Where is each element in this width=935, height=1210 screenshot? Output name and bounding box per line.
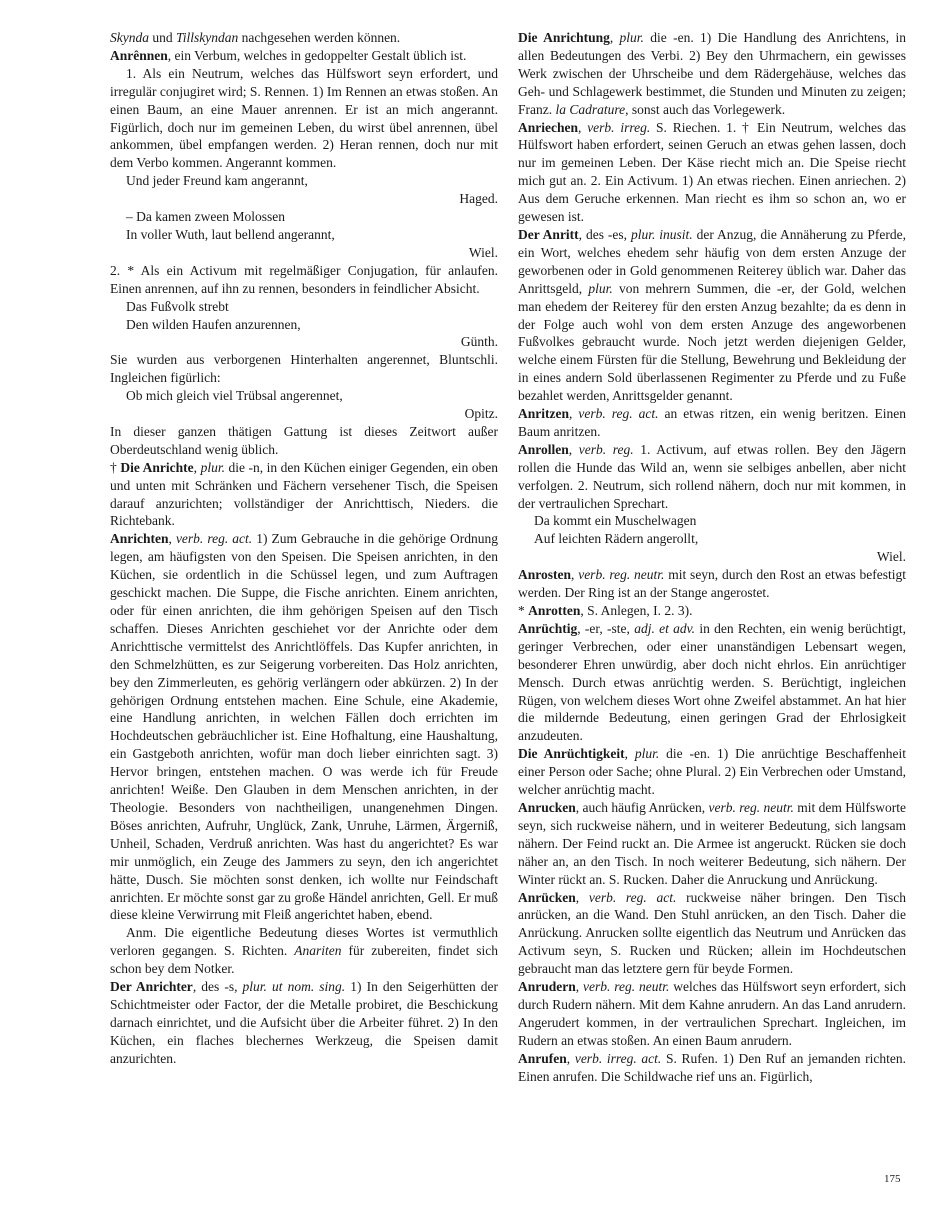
headword: Die Anrüchtigkeit [518,746,625,762]
entry-text: In voller Wuth, laut bellend angerannt, [126,226,335,242]
entry-text: , [571,567,579,583]
grammar-note: verb. reg. act. [175,531,253,547]
entry-paragraph [518,602,906,620]
entry-text: Und jeder Freund kam angerannt, [126,173,308,189]
headword: Anrosten [518,567,572,583]
entry-text: Da kommt ein Muschelwagen [534,513,697,529]
headword: Anrüchtig [518,620,578,636]
entry-paragraph [518,226,906,405]
entry-text: Ob mich gleich viel Trübsal angerennet, [126,388,343,404]
grammar-note: verb. irreg. [587,119,651,135]
entry-text: , [575,889,589,905]
entry-text: 2. * Als ein Activum mit regelmäßiger Conjugation, für anlaufen. Einen anrennen, auf ihn zu rennen, besonders in feindlicher Absicht. [110,262,498,296]
entry-text: Sie wurden aus verborgenen Hinterhalten angerennet, Bluntschli. Ingleichen figürlich: [110,352,498,386]
entry-text: – Da kamen zween Molossen [126,209,285,225]
entry-paragraph [110,29,498,47]
entry-paragraph [518,405,906,441]
entry-text: Opitz. [464,406,498,422]
headword: Anrufen [518,1050,567,1066]
entry-text: Auf leichten Rädern angerollt, [534,531,699,547]
entry-text: an etwas ritzen, ein wenig beritzen. Einen Baum anritzen. [518,406,906,439]
grammar-note: plur. inusit. [630,226,693,242]
entry-paragraph [110,459,498,531]
right-column [518,29,906,1085]
entry-text: , [578,119,588,135]
headword: Anrudern [518,979,576,995]
headword: Anrucken [518,799,576,815]
entry-paragraph [518,745,906,799]
entry-text: die -n, in den Küchen einiger Gegenden, ein oben und unten mit Schränken und Fächern versehener Tisch, die Speisen darauf anzurichten; vollständiger der Anrichttisch, Nieders. die Richtebank. [110,459,498,529]
entry-text: 1) In den Seigerhütten der Schichtmeister oder Factor, der die Metalle probiret, die Beschickung darnach einrichtet, und die Aufsicht über die Arbeiter führet. 2) In den Küchen, ein flaches blechernes Werkzeug, die Speisen damit anzurichten. [110,979,499,1066]
grammar-note: verb. reg. neutr. [583,979,670,995]
verse-line [518,512,906,530]
verse-attribution [110,244,498,262]
verse-attribution [110,190,498,208]
grammar-note: verb. reg. act. [578,406,659,422]
headword: Der Anritt [518,226,579,242]
verse-line [110,316,498,334]
grammar-note: adj. et adv. [634,620,696,636]
entry-text: S. Rufen. 1) Den Ruf an jemanden richten. Einen anrufen. Die Schildwache rief uns an. Figürlich, [518,1050,907,1084]
entry-text: , [569,406,579,422]
entry-paragraph [518,29,906,119]
entry-text: und [148,30,176,45]
entry-text: 1) Zum Gebrauche in die gehörige Ordnung legen, am häufigsten von den Speisen. Die Speisen anrichten, in den Küchen, sie ordentlich in die Schüssel legen, und zum Auftragen geschickt machen. Die Suppe, die Fische anrichten. Einem anrichten, oder für einen anrichten, die ihm gehörigen Speisen auf den Tisch schaffen. Dieses Anrichten geschiehet vor der Anrichte oder dem Anrichttische vermittelst des Anrichtlöffels. Das Kupfer anrichten, in den Schmelzhütten, es zur Seigerung vorbereiten. Das Holz anrichten, bey den Zimmerleuten, es gehörig verlängern oder abkürzen. 2) In der gehörigen Ordnung entstehen machen. Eine Schule, eine Akademie, eine Handlung anrichten, in welchen Fällen doch errichten im Hochdeutschen gebräuchlicher ist. Eine Hofhaltung, eine Haushaltung, ein Gastgeboth anrichten, wofür man doch lieber einrichten sagt. 3) Hervor bringen, entstehen machen. O was werde ich für Freude anrichten! Weiße. Den Glauben in dem Menschen anrichten, in der Theologie. Besonders von nachtheiligen, unangenehmen Dingen. Böses anrichten, Aufruhr, Unglück, Zank, Unruhe, Lärmen, Ärgerniß, Unheil, Schaden, Verdruß anrichten. Was hast du angerichtet? Es war mir unmöglich, ein Zeuge des Jammers zu seyn, den ich angerichtet hätte, Dusch. Sie möchten sonst denken, ich wollte nur Feindschaft anrichten. Er möchte sonst gar zu große Händel anrichten, Gell. Er muß diese kleine Verwirrung mit Fleiß angerichtet haben, ebend. [110,531,498,923]
verse-line [518,530,906,548]
grammar-note: plur. [200,459,225,475]
entry-text: , ein Verbum, welches in gedoppelter Gestalt üblich ist. [167,47,467,63]
entry-paragraph [110,47,498,65]
entry-text: , [168,531,176,547]
entry-paragraph [518,441,906,513]
entry-text: , [624,746,635,762]
entry-text: , [609,30,620,45]
verse-line [110,208,498,226]
headword: Anriechen [518,119,578,135]
grammar-note: Anariten [294,943,342,959]
entry-text: Wiel. [468,244,498,260]
verse-line [110,387,498,405]
verse-line [110,172,498,190]
verse-attribution [110,333,498,351]
grammar-note: verb. reg. act. [588,889,677,905]
entry-text: nachgesehen werden können. [238,30,401,45]
entry-text: der Anzug, die Annäherung zu Pferde, ein Wort, welches ehedem sehr häufig von dem ersten Anzuge der geworbenen oder in Gold genommenen Reiterey üblich war. Daher das Anrittsgeld, [518,226,906,296]
entry-paragraph [518,978,906,1050]
entry-text: Das Fußvolk strebt [126,298,229,314]
entry-paragraph [518,1050,906,1086]
grammar-note: Tillskyndan [175,30,239,45]
entry-paragraph [110,351,498,387]
headword: Anrollen [518,441,569,457]
headword: Anrücken [518,889,576,905]
entry-text: Den wilden Haufen anzurennen, [126,316,301,332]
entry-text: , auch häufig Anrücken, [575,799,709,815]
entry-text: Günth. [460,334,498,350]
headword: Die Anrichtung [518,30,610,45]
entry-paragraph [518,566,906,602]
entry-paragraph [518,889,906,979]
entry-text: Wiel. [876,549,906,565]
entry-text: Haged. [459,191,498,207]
entry-text: von mehrern Summen, die -er, der Gold, welchen man ehedem der Reiterey für den ersten Anzug bezahlte; da es denn in der Folge auch wohl von dem ersten Anzuge des angeworbenen Fußvolkes gebraucht wurde. Noch jetzt werden diejenigen Gelder, welche einem Fürsten für die Stellung, Bewehrung und Bekleidung der in eines andern Sold überlassenen Regimenter zu Pferde und zu Fuße bezahlet werden, Anrittsgelder genannt. [518,280,906,404]
verse-attribution [110,405,498,423]
entry-text: 1. Activum, auf etwas rollen. Bey den Jägern rollen die Hunde das Wild an, wenn sie selbiges anbellen, aber nicht verfolgen. 2. Neutrum, sich rollend nähern, doch nur mit kommen, in der vertraulichen Sprechart. [518,441,907,511]
page-number: 175 [884,1173,901,1185]
entry-paragraph [110,262,498,298]
entry-text: mit seyn, durch den Rost an etwas befestigt werden. Der Ring ist an der Stange angerostet. [518,567,907,601]
entry-text: S. Riechen. 1. † Ein Neutrum, welches das Hülfswort haben erfordert, seinen Geruch an etwas gehen lassen, doch nur im gemeinen Leben. Der Käse riecht mich an. Die Speise riecht mich gut an. 2. Ein Activum. 1) An etwas riechen. Einen anriechen. 2) Aus dem Geruche erkennen. Man riecht es ihm so schon an, wo er gewesen ist. [518,119,907,225]
entry-paragraph-indented [110,924,498,978]
entry-paragraph [110,978,498,1068]
grammar-note: verb. irreg. act. [574,1050,662,1066]
entry-text: 1. Als ein Neutrum, welches das Hülfswort seyn erfordert, und irregulär conjugiret wird; S. Rennen. 1) Im Rennen an etwas stoßen. An einen Baum, an eine Mauer anrennen. Er ist an mich angerannt. Figürlich, doch nur im gemeinen Leben, du wirst übel anrennen, übel ankommen, übel empfangen werden. 2) Heran rennen, doch nur mit dem Verbo kommen. Angerannt kommen. [110,65,498,171]
entry-text: mit dem Hülfsworte seyn, sich ruckweise nähern, und in weiterer Bedeutung, sich langsam nähern. Der Feind ruckt an. Die Armee ist angeruckt. Rücken sie doch näher an, an den Tisch. In noch weiterer Bedeutung, sich nähern. Der Winter rückt an. S. Rucken. Daher die Anruckung und Anrückung. [518,799,906,887]
headword: Anrênnen [110,47,168,63]
entry-paragraph [518,799,906,889]
entry-text: ruckweise näher bringen. Den Tisch anrücken, an die Wand. Den Stuhl anrücken, an den Tisch. Daher die Anrückung. Anrucken sollte eigentlich das Neutrum und Anrücken das Activum seyn, S. Rucken und Rücken; allein im Hochdeutschen gebraucht man das letztere gern für beyde Formen. [518,889,906,977]
entry-text: in den Rechten, ein wenig berüchtigt, geringer Verbrechen, oder einer unanständigen Lebensart wegen, besonderer Ehren unwürdig, aber doch nicht ehrlos. Ein anrüchtiger Mensch. Durch etwas anrüchtig werden. S. Berüchtigt, ingleichen Rügen, von welchem dieses Wort ohne Zweifel abstammet. An hat hier die mildernde Bedeutung, einen geringen Grad der Ehrlosigkeit anzudeuten. [518,620,907,744]
entry-text: die -en. 1) Die anrüchtige Beschaffenheit einer Person oder Sache; ohne Plural. 2) Ein Verbrechen oder Umstand, welcher anrüchtig macht. [518,746,907,798]
entry-text: , [575,979,584,995]
headword: Anritzen [518,406,569,422]
grammar-note: la Cadrature [555,101,626,117]
headword: Anrichten [110,531,169,547]
entry-text: , -er, -ste, [577,620,635,636]
entry-text: , des -s, [192,979,243,995]
entry-text: , [193,459,201,475]
headword: Die Anrichte [120,459,194,475]
grammar-note: verb. reg. [578,441,634,457]
entry-text: , S. Anlegen, I. 2. 3). [580,603,693,618]
headword: Der Anrichter [110,979,193,995]
verse-attribution [518,548,906,566]
entry-paragraph [110,530,498,924]
entry-text: In dieser ganzen thätigen Gattung ist dieses Zeitwort außer Oberdeutschland wenig üblich. [110,423,498,457]
grammar-note: Skynda [110,30,149,45]
verse-line [110,226,498,244]
entry-paragraph [518,119,906,226]
grammar-note: plur. [588,280,613,296]
entry-paragraph-indented [110,65,498,172]
entry-text: , des -es, [578,226,631,242]
grammar-note: verb. reg. neutr. [578,567,665,583]
entry-text: welches das Hülfswort seyn erfordert, sich durch Rudern nähern. Mit dem Kahne anrudern. An das Land anrudern. Angerudert kommen, in der vertraulichen Sprechart. Ingleichen, im Rudern an etwas stoßen. An einen Baum anrudern. [518,979,907,1048]
entry-text: , [566,1050,575,1066]
grammar-note: verb. reg. neutr. [708,799,794,815]
entry-text: , [568,441,579,457]
entry-paragraph [518,620,906,745]
entry-text: * [518,603,529,618]
verse-line [110,298,498,316]
entry-text: Anm. Die eigentliche Bedeutung dieses Wortes ist vermuthlich verloren gegangen. S. Richten. [110,925,498,959]
grammar-note: plur. ut nom. sing. [242,979,346,995]
entry-text: die -en. 1) Die Handlung des Anrichtens, in allen Bedeutungen des Verbi. 2) Bey den Uhrmachern, ein gewisses Werk zwischen der Uhrscheibe und dem Rädergehäuse, welches das Geh- und Schlagewerk bestimmet, die Stunden und Minuten zu zeigen; Franz. [518,30,906,117]
entry-text: , sonst auch das Vorlegewerk. [625,101,786,117]
grammar-note: plur. [634,746,660,762]
entry-paragraph [110,423,498,459]
left-column [110,29,498,1068]
entry-text: für zubereiten, findet sich schon bey dem Notker. [110,943,498,977]
headword: Anrotten [528,603,581,618]
grammar-note: plur. [619,30,644,45]
entry-text: † [110,459,121,475]
